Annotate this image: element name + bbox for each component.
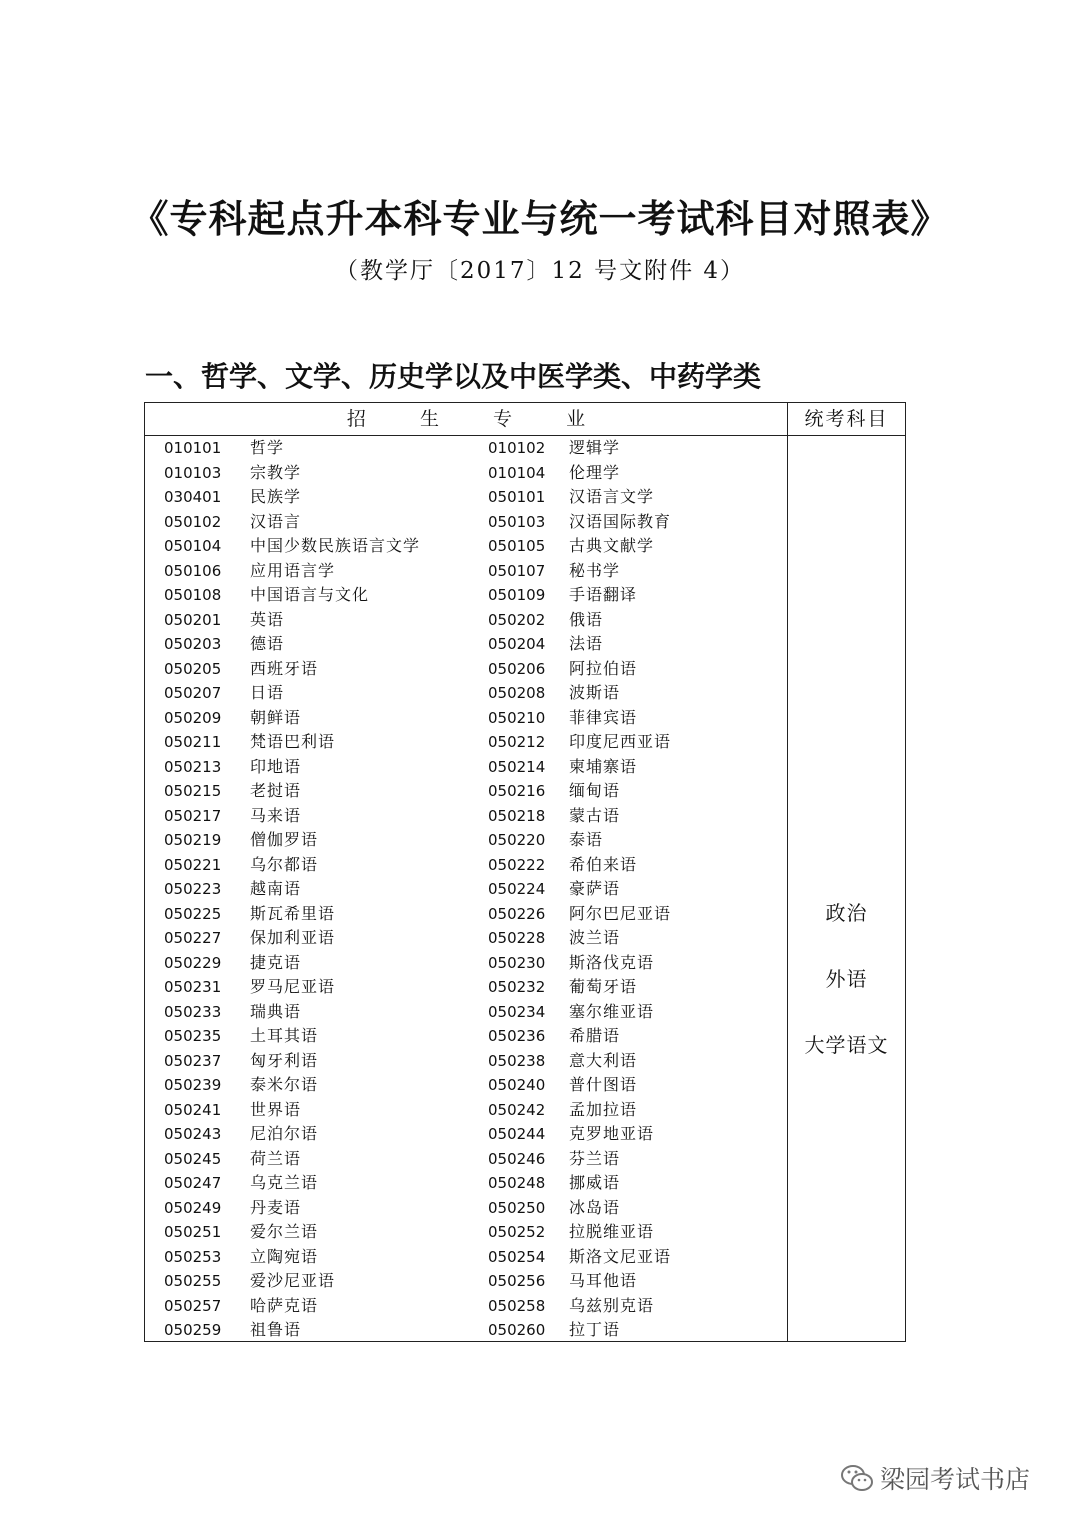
major-code: 050204 (488, 635, 546, 653)
header-major-char: 招 (346, 408, 366, 430)
major-code: 050212 (488, 733, 546, 751)
major-name: 乌尔都语 (250, 854, 319, 874)
table-row (145, 583, 787, 608)
major-name: 普什图语 (569, 1075, 638, 1094)
table-row (145, 1049, 787, 1074)
major-name: 德语 (250, 634, 285, 653)
major-name: 瑞典语 (250, 1001, 302, 1021)
table-row (145, 1294, 787, 1319)
major-name: 孟加拉语 (569, 1099, 638, 1119)
major-code: 050253 (164, 1247, 222, 1266)
header-major-char: 生 (419, 408, 439, 430)
major-name: 马耳他语 (569, 1271, 638, 1290)
major-code: 050224 (488, 880, 546, 898)
table-row (145, 534, 787, 559)
major-code: 050234 (488, 1002, 546, 1021)
major-code: 050225 (164, 904, 222, 923)
major-code: 050250 (488, 1198, 546, 1217)
major-name: 秘书学 (569, 560, 621, 580)
table-row (145, 755, 787, 780)
major-code: 050106 (164, 561, 222, 580)
major-name: 爱沙尼亚语 (250, 1271, 336, 1290)
major-code: 050247 (164, 1174, 222, 1192)
major-code: 050203 (164, 635, 222, 653)
major-name: 祖鲁语 (250, 1320, 302, 1339)
major-name: 斯洛文尼亚语 (569, 1246, 672, 1266)
major-name: 克罗地亚语 (569, 1124, 655, 1143)
major-name: 爱尔兰语 (250, 1222, 319, 1241)
major-code: 050260 (488, 1321, 546, 1339)
major-code: 050208 (488, 684, 546, 702)
major-name: 斯瓦希里语 (250, 903, 336, 923)
major-code: 050207 (164, 684, 222, 702)
major-name: 波兰语 (569, 928, 621, 947)
major-name: 西班牙语 (250, 658, 319, 678)
major-name: 乌兹别克语 (569, 1295, 655, 1315)
major-name: 日语 (250, 683, 285, 702)
major-name: 越南语 (250, 879, 302, 898)
major-name: 尼泊尔语 (250, 1124, 319, 1143)
major-code: 050236 (488, 1027, 546, 1045)
table-row (145, 1073, 787, 1098)
major-name: 罗马尼亚语 (250, 977, 336, 996)
major-name: 匈牙利语 (250, 1050, 319, 1070)
wechat-icon (840, 1463, 874, 1493)
major-name: 英语 (250, 609, 285, 629)
table-row (145, 1000, 787, 1025)
table-row (145, 681, 787, 706)
major-name: 芬兰语 (569, 1148, 621, 1168)
major-name: 拉丁语 (569, 1320, 621, 1339)
major-code: 050249 (164, 1198, 222, 1217)
major-name: 斯洛伐克语 (569, 952, 655, 972)
table-row (145, 1122, 787, 1147)
major-name: 豪萨语 (569, 879, 621, 898)
major-code: 050202 (488, 610, 546, 629)
subject-foreign-language: 外语 (825, 967, 868, 991)
major-name: 汉语国际教育 (569, 511, 672, 531)
major-name: 立陶宛语 (250, 1246, 319, 1266)
major-code: 050233 (164, 1002, 222, 1021)
major-name: 汉语言 (250, 511, 302, 531)
major-name: 拉脱维亚语 (569, 1222, 655, 1241)
major-code: 050219 (164, 831, 222, 849)
major-code: 050245 (164, 1149, 222, 1168)
table-row (145, 1171, 787, 1196)
subject-politics: 政治 (825, 901, 868, 925)
header-subject: 统考科目 (804, 408, 889, 430)
table-row (145, 877, 787, 902)
major-code: 050107 (488, 561, 546, 580)
major-name: 希伯来语 (569, 854, 638, 874)
major-name: 土耳其语 (250, 1026, 319, 1045)
major-code: 050104 (164, 537, 222, 555)
table-row (145, 706, 787, 731)
major-code: 050254 (488, 1247, 546, 1266)
major-code: 050213 (164, 757, 222, 776)
table-row (145, 1098, 787, 1123)
table-row (145, 559, 787, 584)
table-rows (145, 436, 787, 1343)
major-code: 050105 (488, 537, 546, 555)
table-row (145, 510, 787, 535)
major-code: 050242 (488, 1100, 546, 1119)
major-name: 泰米尔语 (250, 1075, 319, 1094)
major-name: 希腊语 (569, 1026, 621, 1045)
major-name: 僧伽罗语 (250, 830, 319, 849)
table-row (145, 632, 787, 657)
major-name: 捷克语 (250, 952, 302, 972)
major-code: 050243 (164, 1125, 222, 1143)
major-code: 050229 (164, 953, 222, 972)
major-name: 俄语 (569, 609, 604, 629)
table-row (145, 951, 787, 976)
major-code: 050218 (488, 806, 546, 825)
major-name: 泰语 (569, 830, 604, 849)
major-code: 050252 (488, 1223, 546, 1241)
major-code: 050240 (488, 1076, 546, 1094)
table-row (145, 608, 787, 633)
major-code: 050226 (488, 904, 546, 923)
major-code: 050228 (488, 929, 546, 947)
table-row (145, 828, 787, 853)
major-name: 荷兰语 (250, 1148, 302, 1168)
table-row (145, 975, 787, 1000)
major-code: 050239 (164, 1076, 222, 1094)
major-name: 汉语言文学 (569, 487, 655, 506)
major-name: 意大利语 (569, 1050, 638, 1070)
major-code: 050232 (488, 978, 546, 996)
major-name: 逻辑学 (569, 438, 621, 457)
watermark (840, 1458, 1030, 1498)
header-major-char: 业 (566, 408, 586, 430)
major-name: 中国少数民族语言文学 (250, 536, 421, 555)
major-name: 法语 (569, 634, 604, 653)
major-name: 菲律宾语 (569, 707, 638, 727)
watermark-text: 梁园考试书店 (880, 1465, 1031, 1494)
major-name: 波斯语 (569, 683, 621, 702)
major-code: 030401 (164, 488, 222, 506)
major-code: 050244 (488, 1125, 546, 1143)
table-row (145, 1318, 787, 1343)
major-name: 塞尔维亚语 (569, 1001, 655, 1021)
major-name: 朝鲜语 (250, 707, 302, 727)
table-row (145, 1147, 787, 1172)
major-name: 乌克兰语 (250, 1173, 319, 1192)
major-name: 梵语巴利语 (250, 732, 336, 751)
table-row (145, 436, 787, 461)
table-row (145, 926, 787, 951)
major-code: 050209 (164, 708, 222, 727)
major-code: 010103 (164, 463, 222, 482)
major-name: 古典文献学 (569, 536, 655, 555)
major-code: 050210 (488, 708, 546, 727)
major-code: 050108 (164, 586, 222, 604)
major-name: 保加利亚语 (250, 928, 336, 947)
major-name: 葡萄牙语 (569, 977, 638, 996)
header-major (145, 403, 787, 435)
major-name: 民族学 (250, 487, 302, 506)
major-name: 冰岛语 (569, 1197, 621, 1217)
subject-college-chinese: 大学语文 (804, 1033, 889, 1057)
major-name: 印度尼西亚语 (569, 732, 672, 751)
major-code: 050220 (488, 831, 546, 849)
major-code: 050255 (164, 1272, 222, 1290)
major-name: 哈萨克语 (250, 1295, 319, 1315)
major-code: 050258 (488, 1296, 546, 1315)
major-code: 050251 (164, 1223, 222, 1241)
major-code: 010104 (488, 463, 546, 482)
section-heading: 一、哲学、文学、历史学以及中医学类、中药学类 (145, 360, 762, 393)
major-code: 050206 (488, 659, 546, 678)
major-code: 050238 (488, 1051, 546, 1070)
major-name: 马来语 (250, 805, 302, 825)
major-name: 应用语言学 (250, 560, 336, 580)
table-row (145, 902, 787, 927)
major-code: 010102 (488, 439, 546, 457)
major-code: 050259 (164, 1321, 222, 1339)
major-code: 050215 (164, 782, 222, 800)
major-name: 哲学 (250, 438, 285, 457)
table-row (145, 730, 787, 755)
major-subject-table (144, 402, 906, 1342)
major-code: 050248 (488, 1174, 546, 1192)
table-row (145, 853, 787, 878)
header-major-char: 专 (493, 408, 513, 430)
major-name: 世界语 (250, 1099, 302, 1119)
major-name: 柬埔寨语 (569, 756, 638, 776)
major-name: 蒙古语 (569, 805, 621, 825)
major-name: 缅甸语 (569, 781, 621, 800)
major-code: 010101 (164, 439, 222, 457)
major-code: 050214 (488, 757, 546, 776)
major-code: 050237 (164, 1051, 222, 1070)
major-code: 050109 (488, 586, 546, 604)
major-code: 050235 (164, 1027, 222, 1045)
major-name: 中国语言与文化 (250, 585, 370, 604)
major-code: 050227 (164, 929, 222, 947)
major-code: 050103 (488, 512, 546, 531)
major-name: 挪威语 (569, 1173, 621, 1192)
major-code: 050101 (488, 488, 546, 506)
major-code: 050223 (164, 880, 222, 898)
table-row (145, 779, 787, 804)
major-name: 宗教学 (250, 462, 302, 482)
major-code: 050217 (164, 806, 222, 825)
document-subtitle: （教学厅〔2017〕12 号文附件 4） (334, 258, 746, 284)
major-name: 阿拉伯语 (569, 658, 638, 678)
document-title: 《专科起点升本科专业与统一考试科目对照表》 (130, 197, 950, 241)
major-name: 阿尔巴尼亚语 (569, 903, 672, 923)
major-code: 050231 (164, 978, 222, 996)
major-name: 丹麦语 (250, 1197, 302, 1217)
major-code: 050230 (488, 953, 546, 972)
major-name: 老挝语 (250, 781, 302, 800)
major-code: 050246 (488, 1149, 546, 1168)
table-row (145, 1220, 787, 1245)
table-row (145, 804, 787, 829)
table-row (145, 485, 787, 510)
table-row (145, 1196, 787, 1221)
table-row (145, 657, 787, 682)
major-code: 050256 (488, 1272, 546, 1290)
column-divider (787, 403, 788, 1341)
table-row (145, 1269, 787, 1294)
table-row (145, 1245, 787, 1270)
major-code: 050221 (164, 855, 222, 874)
major-name: 印地语 (250, 756, 302, 776)
major-code: 050241 (164, 1100, 222, 1119)
major-name: 伦理学 (569, 462, 621, 482)
major-code: 050102 (164, 512, 222, 531)
major-code: 050205 (164, 659, 222, 678)
major-code: 050257 (164, 1296, 222, 1315)
major-code: 050211 (164, 733, 222, 751)
major-code: 050222 (488, 855, 546, 874)
major-name: 手语翻译 (569, 585, 638, 604)
table-row (145, 461, 787, 486)
table-row (145, 1024, 787, 1049)
major-code: 050201 (164, 610, 222, 629)
major-code: 050216 (488, 782, 546, 800)
